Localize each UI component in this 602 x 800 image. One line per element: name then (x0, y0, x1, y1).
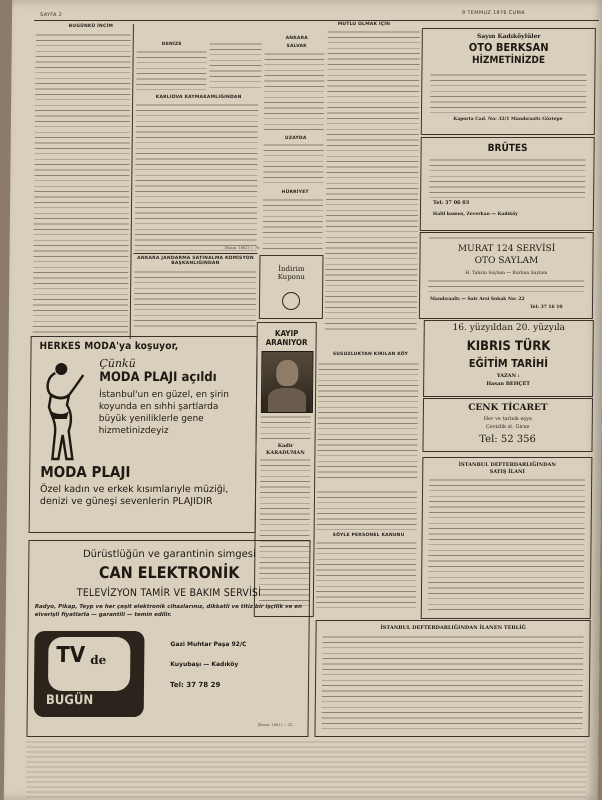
discount-coupon (259, 255, 324, 319)
cenk-line-1: Her ve tarixik eşya (483, 416, 532, 422)
oto-berksan-ad (421, 28, 596, 135)
column-title-2: DENİZE (161, 42, 182, 47)
brutes-tel: Tel: 37 06 03 (433, 200, 470, 206)
column-2-text (136, 50, 206, 90)
column-title-3d: HÜRRİYET (281, 190, 309, 195)
kibris-book-ad (423, 320, 594, 397)
ilan1-title-1: İSTANBUL DEFTERDARLIĞINDAN (458, 462, 556, 468)
cenk-ticaret-ad (422, 398, 593, 452)
can-description: Radyo, Pikap, Teyp ve her çeşit elektronik cihazlarınız, dikkatli ve titiz bir işçilik ve en elverişli fiyatlarla — garantili — temin edilir. (34, 604, 302, 618)
defterdarlik-ilan-1 (421, 457, 593, 619)
kuzey-title: SUSUZLUKTAN KIRILAN KÖY (332, 352, 409, 357)
missing-photo (261, 351, 314, 413)
personel-text (316, 541, 417, 611)
can-elektronik-ad (26, 540, 310, 737)
kibris-line-3: EĞİTİM TARİHİ (468, 357, 548, 370)
column-3-text (264, 52, 325, 132)
moda-plaji-title: MODA PLAJI açıldı (99, 370, 217, 385)
column-1-text (33, 33, 131, 333)
missing-title: KAYIP ARANIYOR (265, 329, 308, 347)
ilan1-title-2: SATIŞ İLANI (489, 469, 525, 475)
tv-logo-de: de (90, 653, 107, 667)
missing-last-name: KARADUMAN (266, 450, 305, 456)
kibris-line-2: KIBRIS TÜRK (466, 339, 551, 354)
can-tagline: Dürüstlüğün ve garantinin simgesi (82, 549, 256, 560)
moda-plaji-name: MODA PLAJI (40, 463, 131, 481)
defterdarlik-ilan-2 (314, 620, 590, 737)
coupon-line-1: İndirim (278, 265, 305, 273)
brutes-title: BRÜTES (487, 143, 528, 154)
column-title-3a: ANKARA (285, 36, 308, 41)
missing-first-name: Kadir (277, 443, 294, 449)
karliova-code: (Basın: 1662) — 70 (224, 246, 260, 250)
kibris-line-1: 16. yüzyıldan 20. yüzyıla (452, 323, 566, 333)
ilan2-title: İSTANBUL DEFTERDARLIĞINDAN İLANEN TEBLİĞ (380, 625, 526, 631)
berksan-address: Kaporta Cad. No: 32/1 Mandıraaltı Göztepe (453, 117, 563, 122)
cenk-line-2: Cevizlik st. Girne (485, 424, 530, 430)
berksan-title-1: Sayın Kadıköylüler (476, 33, 541, 40)
column-3c-text (263, 143, 323, 185)
column-4-text (325, 30, 420, 330)
moda-plaji-ad (29, 336, 258, 533)
page-number: SAYFA 2 (40, 12, 63, 18)
tv-logo-tv: TV (56, 643, 86, 668)
kibris-author: Hasan BEHÇET (486, 381, 531, 387)
can-address-1: Gazi Muhtar Paşa 92/C (170, 641, 247, 648)
moda-body-2: Özel kadın ve erkek kısımlarıyle müziği, denizi ve güneşi sevenlerin PLAJIDIR (39, 484, 229, 507)
berksan-title-2: OTO BERKSAN (468, 41, 549, 54)
coupon-line-2: Kuponu (277, 273, 305, 281)
can-code: (Basın: 1661) — 22 (257, 723, 293, 727)
jandarma-text (134, 270, 257, 330)
moda-body-1: İstanbul'un en güzel, en şirin koyunda en sıhhi şartlarda büyük yeniliklerle gene hizmetinizdeyiz (98, 390, 230, 436)
can-phone: Tel: 37 78 29 (169, 681, 221, 689)
column-3d-text (263, 198, 324, 250)
murat-line-2: OTO SAYLAM (474, 256, 539, 266)
murat-line-1: MURAT 124 SERVİSİ (457, 244, 556, 254)
can-service: TELEVİZYON TAMİR VE BAKIM SERVİSİ (76, 587, 262, 599)
brutes-address: Halil bamus, Zeverkan — Kadıköy (432, 212, 518, 217)
tv-logo-bugun: BUGÜN (45, 693, 94, 708)
tv-logo-icon (34, 631, 145, 717)
kibris-yazan: YAZAN : (496, 373, 520, 379)
cenk-tel: Tel: 52 356 (479, 434, 536, 445)
jandarma-title: ANKARA JANDARMA SATINALMA KOMİSYON BAŞKANLIĞINDAN (137, 256, 254, 266)
newspaper-page (4, 0, 602, 800)
brutes-ad (420, 137, 595, 231)
kuzey-text (317, 362, 418, 482)
karliova-title: KARLIOVA KAYMAKAMLIĞINDAN (155, 95, 242, 100)
karliova-text (135, 103, 259, 253)
coupon-logo-icon (282, 292, 300, 310)
murat-tel: Tel: 37 16 10 (529, 305, 563, 310)
murat-address: Mandıraaltı — Sair Arsi Sokak No: 22 (430, 297, 525, 302)
column-title-3c: UZAYDA (284, 136, 307, 141)
murat-owner: H. Tahsin Saylam — Burhan Saylam (465, 271, 548, 276)
column-title-3b: SALVAK (286, 44, 307, 49)
murat-servis-ad (419, 232, 594, 319)
column-title-1: BUGÜNKÜ İNCİM (68, 24, 114, 29)
berksan-title-3: HİZMETİNİZDE (471, 55, 546, 66)
swimmer-illustration-icon (38, 359, 89, 464)
moda-headline: HERKES MODA'ya koşuyor, (39, 341, 179, 352)
moda-cunku: Çünkü (99, 357, 136, 370)
personel-title: SÖYLE PERSONEL KANUNU (332, 533, 405, 538)
cenk-name: CENK TİCARET (468, 403, 548, 413)
issue-date: 9 TEMMUZ 1976 CUMA (462, 10, 525, 16)
column-2b-text (209, 42, 262, 90)
can-address-2: Kuyubaşı — Kadıköy (170, 661, 239, 668)
can-name: CAN ELEKTRONİK (98, 563, 240, 582)
column-title-4: MUTLU OLMAK İÇİN (337, 22, 391, 27)
